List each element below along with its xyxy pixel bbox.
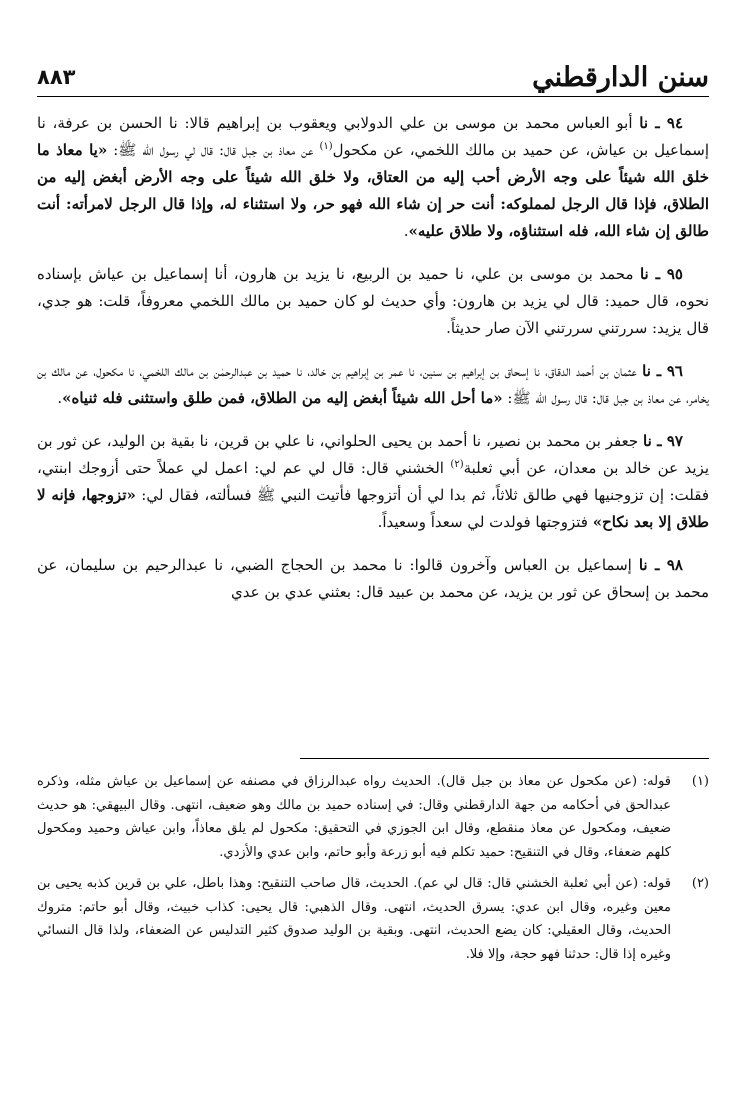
hadith-paragraph-97: [37, 428, 709, 536]
footnote-2: [37, 872, 709, 966]
hadith-paragraph-96: [37, 358, 709, 412]
book-title: سنن الدارقطني: [532, 61, 709, 93]
isnad-text: إسماعيل بن العباس وآخرون قالوا: نا محمد بن الحجاج الضبي، نا عبدالرحيم بن سليمان، عن محمد بن إسحاق عن ثور بن يزيد، عن محمد بن عبيد قال: بعثني عدي بن عدي: [37, 556, 709, 601]
isnad-text: أبو العباس محمد بن موسى بن علي الدولابي ويعقوب بن إبراهيم قالا: نا الحسن بن عرفة، نا إسماعيل بن عياش، عن حميد بن مالك اللخمي، عن مكحول: [37, 114, 709, 159]
hadith-number: ٩٦ ـ نا: [642, 362, 683, 380]
hadith-number: ٩٧ ـ نا: [643, 432, 683, 450]
isnad-text: محمد بن موسى بن علي، نا حميد بن الربيع، نا يزيد بن هارون، أنا إسماعيل بن عياش بإسناده نحوه، قال حميد: قال لي يزيد بن هارون: وأي حديث لو كان حميد بن مالك اللخمي معروفاً، قلت: هو جدي، قال يزيد: سررتني سررتني الآن صار حديثاً.: [37, 265, 709, 337]
isnad-text: فتزوجتها فولدت لي سعداً وسعيداً.: [377, 513, 593, 531]
hadith-number: ٩٤ ـ نا: [639, 114, 684, 132]
hadith-paragraph-94: [37, 110, 709, 245]
punctuation: .: [403, 222, 409, 240]
footnote-number: (١): [691, 774, 709, 789]
hadith-number: ٩٨ ـ نا: [638, 556, 683, 574]
isnad-text: جعفر بن محمد بن نصير، نا أحمد بن يحيى الحلواني، نا علي بن قرين، نا بقية بن الوليد، عن ثور بن يزيد عن خالد بن معدان، عن أبي ثعلبة: [37, 432, 709, 477]
isnad-text: الخشني قال: قال لي عم لي: اعمل لي عملاً حتى أزوجك ابنتي، فقلت: إن تزوجنيها فهي طالق ثلاثاً، ثم بدا لي أن أتزوجها فأتيت النبي ﷺ فسألته، فقال لي:: [37, 459, 709, 504]
isnad-text: عن معاذ بن جبل قال: قال لي رسول الله ﷺ:: [107, 141, 320, 159]
footnote-text: قوله: (عن مكحول عن معاذ بن جبل قال). الحديث رواه عبدالرزاق في مصنفه عن إسماعيل بن عياش مثله، وذكره عبدالحق في أحكامه من جهة الدارقطني وقال: في إسناده حميد بن مالك وهو ضعيف، انتهى. وقال البيهقي: هو حديث ضعيف، ومكحول عن معاذ منقطع، وقال ابن الجوزي في التحقيق: مكحول لم يلق معاذاً، وابن عياش وحميد ومكحول كلهم ضعفاء، وقال في التنقيح: حميد تكلم فيه أبو زرعة وأبو حاتم، وابن عدي والأزدي.: [37, 774, 671, 860]
main-text: [37, 110, 709, 606]
footnote-divider: [300, 758, 709, 759]
hadith-matn: «يا معاذ ما خلق الله شيئاً على وجه الأرض أحب إليه من العتاق، ولا خلق الله شيئاً على وجه الأرض أبغض إليه من الطلاق، فإذا قال الرجل لمملوكه: أنت حر إن شاء الله فهو حر، ولا استثناء له، وإذا قال الرجل لامرأته: أنت طالق إن شاء الله، فله استثناؤه، ولا طلاق عليه»: [37, 141, 709, 240]
punctuation: .: [57, 389, 63, 407]
footnote-number: (٢): [691, 876, 709, 891]
footnote-ref[interactable]: (١): [319, 141, 333, 152]
isnad-text: عثمان بن أحمد الدقاق، نا إسحاق بن إبراهيم بن سنين، نا عمر بن إبراهيم بن خالد، نا حميد بن عبدالرحمٰن بن مالك اللخمي، نا مكحول، عن مالك بن يخامر، عن معاذ بن جبل قال: قال رسول الله ﷺ:: [37, 362, 709, 407]
footnote-ref[interactable]: (٢): [450, 459, 464, 470]
hadith-number: ٩٥ ـ نا: [639, 265, 683, 283]
footnote-1: [37, 770, 709, 864]
hadith-matn: «ما أحل الله شيئاً أبغض إليه من الطلاق، فمن طلق واستثنى فله ثنياه»: [62, 389, 503, 407]
footnotes: [37, 770, 709, 974]
page-number: ٨٨٣: [37, 64, 76, 89]
hadith-matn: «تزوجها، فإنه لا طلاق إلا بعد نكاح»: [37, 486, 709, 531]
hadith-paragraph-98: [37, 552, 709, 606]
footnote-text: قوله: (عن أبي ثعلبة الخشني قال: قال لي عم). الحديث، قال صاحب التنقيح: وهذا باطل، علي بن قرين كذبه يحيى بن معين وغيره، وقال ابن عدي: يسرق الحديث، انتهى. وقال الذهبي: قال يحيى: كذاب خبيث، وقال أبو حاتم: متروك الحديث، وقال العقيلي: كان يضع الحديث، انتهى. وبقية بن الوليد صدوق كثير التدليس عن الضعفاء، ولذا قال النسائي وغيره إذا قال: حدثنا فهو حجة، وإلا فلا.: [37, 876, 671, 962]
hadith-paragraph-95: [37, 261, 709, 342]
page-header: [37, 58, 709, 97]
